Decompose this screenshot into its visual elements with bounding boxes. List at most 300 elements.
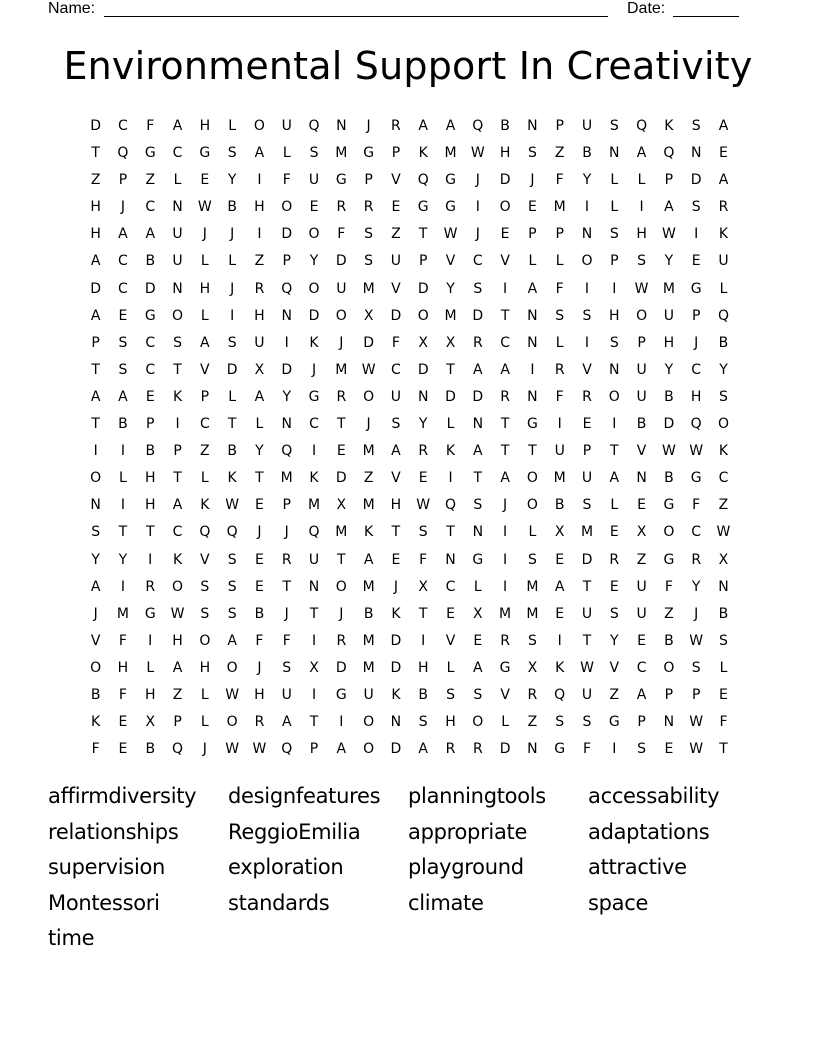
word-list-item: supervision xyxy=(48,855,166,879)
grid-letter: M xyxy=(580,524,594,541)
grid-letter: Y xyxy=(91,551,100,568)
grid-letter: R xyxy=(336,199,347,216)
grid-letter: K xyxy=(718,443,729,460)
grid-letter: U xyxy=(636,578,647,595)
grid-letter: P xyxy=(282,253,291,270)
grid-letter: X xyxy=(718,551,729,568)
grid-letter: U xyxy=(636,388,647,405)
word-list-item: climate xyxy=(408,890,484,915)
grid-letter: W xyxy=(170,605,185,622)
grid-letter: A xyxy=(145,226,156,243)
grid-letter: R xyxy=(254,280,265,297)
grid-letter: O xyxy=(472,714,484,731)
grid-letter: U xyxy=(718,253,729,270)
grid-letter: M xyxy=(280,470,293,487)
grid-letter: G xyxy=(690,280,702,297)
grid-letter: N xyxy=(718,578,729,595)
grid-letter: L xyxy=(555,334,564,351)
grid-letter: A xyxy=(363,551,374,568)
grid-letter: A xyxy=(391,443,401,460)
grid-letter: S xyxy=(719,632,728,649)
grid-letter: W xyxy=(361,361,376,378)
grid-letter: W xyxy=(225,686,240,703)
grid-letter: T xyxy=(719,741,728,758)
grid-letter: U xyxy=(336,280,347,297)
grid-letter: P xyxy=(173,443,182,460)
grid-letter: A xyxy=(90,578,101,595)
grid-letter: J xyxy=(202,226,207,243)
grid-letter: L xyxy=(255,416,264,433)
grid-letter: X xyxy=(418,578,428,595)
grid-letter: Z xyxy=(172,686,183,703)
grid-letter: P xyxy=(610,253,619,270)
grid-letter: J xyxy=(284,524,289,541)
grid-row xyxy=(82,194,737,221)
grid-letter: Q xyxy=(281,443,293,460)
grid-letter: Z xyxy=(554,145,565,162)
grid-letter: D xyxy=(581,551,593,568)
grid-letter: F xyxy=(555,388,564,405)
grid-letter: I xyxy=(503,578,508,595)
grid-letter: H xyxy=(254,686,265,703)
grid-letter: T xyxy=(446,361,455,378)
grid-letter: Q xyxy=(281,280,293,297)
grid-letter: O xyxy=(172,578,184,595)
grid-letter: E xyxy=(719,686,728,703)
grid-letter: F xyxy=(692,497,701,514)
grid-letter: V xyxy=(200,361,210,378)
grid-letter: A xyxy=(227,632,237,649)
grid-letter: G xyxy=(445,172,456,189)
grid-letter: R xyxy=(718,199,729,216)
grid-letter: T xyxy=(173,361,182,378)
grid-letter: L xyxy=(446,416,455,433)
grid-letter: S xyxy=(227,551,237,568)
grid-letter: R xyxy=(691,551,702,568)
grid-letter: S xyxy=(473,280,483,297)
grid-letter: Q xyxy=(663,145,675,162)
word-list-item: appropriate xyxy=(408,819,528,844)
word-list-item: time xyxy=(48,926,95,950)
grid-row xyxy=(82,411,737,438)
grid-letter: A xyxy=(90,388,101,405)
grid-letter: U xyxy=(581,118,593,134)
grid-letter: I xyxy=(503,524,508,541)
grid-letter: K xyxy=(309,470,319,487)
grid-letter: O xyxy=(90,659,102,676)
word-list-item: planningtools xyxy=(408,784,546,808)
grid-letter: N xyxy=(663,714,675,731)
grid-letter: C xyxy=(199,416,210,433)
grid-letter: P xyxy=(582,443,592,460)
grid-letter: E xyxy=(555,551,565,568)
grid-letter: D xyxy=(335,659,347,676)
grid-letter: O xyxy=(581,253,593,270)
grid-letter: I xyxy=(120,443,126,460)
grid-letter: K xyxy=(364,524,374,541)
grid-letter: G xyxy=(499,659,511,676)
grid-letter: W xyxy=(580,659,594,676)
grid-letter: X xyxy=(254,361,265,378)
grid-letter: I xyxy=(448,470,453,487)
grid-letter: C xyxy=(118,280,128,297)
grid-letter: J xyxy=(694,605,699,622)
grid-letter: E xyxy=(118,714,128,731)
grid-letter: N xyxy=(472,416,484,433)
grid-letter: S xyxy=(227,334,237,351)
grid-letter: P xyxy=(664,686,674,703)
grid-letter: G xyxy=(526,416,538,433)
grid-letter: R xyxy=(527,686,538,703)
grid-letter: G xyxy=(199,145,211,162)
grid-letter: E xyxy=(255,497,264,514)
grid-letter: J xyxy=(366,118,371,134)
grid-letter: K xyxy=(172,388,183,405)
grid-letter: E xyxy=(145,388,155,405)
grid-letter: G xyxy=(417,199,429,216)
grid-letter: O xyxy=(199,632,211,649)
grid-letter: D xyxy=(281,226,293,243)
grid-letter: V xyxy=(445,632,456,649)
grid-letter: H xyxy=(254,307,265,324)
grid-letter: S xyxy=(173,334,182,351)
grid-letter: C xyxy=(636,659,647,676)
grid-letter: E xyxy=(118,741,128,758)
grid-letter: A xyxy=(418,741,428,758)
grid-row xyxy=(82,357,737,384)
grid-letter: A xyxy=(473,361,483,378)
grid-letter: F xyxy=(282,172,291,189)
grid-letter: S xyxy=(691,199,701,216)
grid-letter: G xyxy=(144,605,156,622)
grid-letter: N xyxy=(636,470,647,487)
grid-row xyxy=(82,628,737,655)
grid-letter: F xyxy=(719,714,728,731)
grid-letter: L xyxy=(228,388,237,405)
grid-letter: I xyxy=(93,443,98,460)
grid-letter: P xyxy=(555,226,564,243)
grid-letter: T xyxy=(500,416,510,433)
grid-letter: Z xyxy=(636,551,647,568)
grid-letter: R xyxy=(582,388,592,405)
grid-letter: O xyxy=(335,307,347,324)
grid-letter: L xyxy=(200,714,209,731)
grid-letter: A xyxy=(281,714,292,731)
grid-letter: A xyxy=(90,253,101,270)
worksheet-header xyxy=(48,0,748,20)
grid-letter: N xyxy=(172,280,183,297)
word-list-item: exploration xyxy=(228,855,344,879)
grid-letter: C xyxy=(445,578,456,595)
grid-row xyxy=(82,492,737,519)
grid-letter: C xyxy=(145,334,156,351)
grid-row xyxy=(82,547,737,574)
grid-letter: Q xyxy=(226,524,238,541)
grid-letter: P xyxy=(637,334,646,351)
grid-letter: C xyxy=(691,361,702,378)
grid-letter: H xyxy=(144,686,156,703)
grid-letter: D xyxy=(90,280,102,297)
grid-letter: S xyxy=(418,714,428,731)
grid-letter: A xyxy=(473,659,483,676)
grid-letter: S xyxy=(691,118,701,134)
grid-letter: G xyxy=(690,470,702,487)
grid-letter: N xyxy=(527,118,538,134)
grid-letter: I xyxy=(257,172,262,189)
grid-letter: F xyxy=(118,686,127,703)
grid-letter: W xyxy=(716,524,731,541)
grid-letter: W xyxy=(689,741,704,758)
grid-letter: E xyxy=(691,253,701,270)
grid-letter: B xyxy=(145,253,156,270)
grid-letter: O xyxy=(636,307,648,324)
date-label: Date: xyxy=(627,0,666,17)
grid-letter: W xyxy=(689,443,704,460)
word-list-item: ReggioEmilia xyxy=(228,819,361,844)
grid-letter: H xyxy=(636,226,647,243)
grid-letter: H xyxy=(663,334,675,351)
grid-letter: R xyxy=(445,741,456,758)
grid-letter: X xyxy=(445,334,456,351)
grid-letter: D xyxy=(472,307,484,324)
grid-letter: I xyxy=(257,226,262,243)
grid-letter: T xyxy=(91,361,100,378)
grid-letter: Y xyxy=(691,578,701,595)
grid-letter: D xyxy=(445,388,456,405)
grid-letter: K xyxy=(445,443,456,460)
grid-letter: Z xyxy=(200,443,210,460)
grid-letter: L xyxy=(200,307,209,324)
grid-letter: N xyxy=(281,416,292,433)
grid-letter: E xyxy=(719,145,728,162)
grid-letter: U xyxy=(308,551,320,568)
grid-letter: G xyxy=(335,172,347,189)
grid-letter: J xyxy=(202,741,207,758)
grid-letter: P xyxy=(173,714,182,731)
grid-letter: U xyxy=(663,307,674,324)
grid-letter: K xyxy=(391,605,401,622)
word-list-item: accessability xyxy=(588,784,720,808)
grid-letter: F xyxy=(282,632,291,649)
grid-letter: C xyxy=(145,361,156,378)
grid-letter: U xyxy=(172,253,183,270)
grid-letter: L xyxy=(228,253,237,270)
grid-letter: A xyxy=(118,226,128,243)
grid-letter: O xyxy=(499,199,511,216)
grid-letter: I xyxy=(639,199,644,216)
grid-letter: B xyxy=(254,605,265,622)
grid-letter: O xyxy=(417,307,429,324)
grid-letter: R xyxy=(363,199,374,216)
grid-letter: J xyxy=(366,416,371,433)
grid-letter: O xyxy=(335,578,347,595)
grid-letter: C xyxy=(391,361,401,378)
grid-letter: C xyxy=(718,470,729,487)
grid-letter: J xyxy=(93,605,98,622)
grid-letter: L xyxy=(610,199,619,216)
grid-letter: L xyxy=(200,686,209,703)
grid-letter: S xyxy=(309,145,319,162)
grid-letter: P xyxy=(637,714,646,731)
grid-letter: S xyxy=(418,524,428,541)
grid-letter: B xyxy=(118,416,128,433)
grid-letter: S xyxy=(282,659,292,676)
grid-letter: R xyxy=(145,578,156,595)
grid-letter: I xyxy=(311,443,317,460)
grid-letter: A xyxy=(500,361,510,378)
grid-row xyxy=(82,709,737,736)
grid-letter: Z xyxy=(664,605,674,622)
grid-letter: H xyxy=(117,659,129,676)
grid-letter: H xyxy=(254,199,265,216)
grid-letter: Z xyxy=(363,470,374,487)
grid-letter: L xyxy=(528,253,537,270)
grid-letter: J xyxy=(475,226,480,243)
grid-letter: I xyxy=(584,199,590,216)
grid-letter: N xyxy=(527,307,538,324)
grid-letter: U xyxy=(281,686,292,703)
grid-letter: S xyxy=(637,253,647,270)
grid-letter: S xyxy=(609,334,619,351)
grid-letter: L xyxy=(282,145,291,162)
grid-letter: Y xyxy=(664,253,674,270)
grid-letter: T xyxy=(255,470,264,487)
grid-letter: T xyxy=(337,551,346,568)
grid-letter: O xyxy=(253,118,265,134)
grid-letter: C xyxy=(172,524,183,541)
grid-letter: J xyxy=(475,172,480,189)
grid-row xyxy=(82,248,737,275)
grid-letter: P xyxy=(391,145,401,162)
grid-letter: M xyxy=(362,280,375,297)
grid-letter: E xyxy=(637,497,647,514)
grid-letter: B xyxy=(664,388,674,405)
grid-letter: D xyxy=(281,361,293,378)
grid-letter: Y xyxy=(582,172,592,189)
grid-row xyxy=(82,113,737,140)
grid-letter: B xyxy=(145,443,156,460)
grid-letter: S xyxy=(364,253,374,270)
grid-letter: Z xyxy=(609,686,620,703)
grid-letter: G xyxy=(663,497,675,514)
grid-letter: Y xyxy=(227,172,237,189)
grid-letter: K xyxy=(555,659,565,676)
grid-letter: K xyxy=(172,551,183,568)
grid-letter: X xyxy=(418,334,428,351)
word-list-item: Montessori xyxy=(48,890,160,915)
word-list-item: attractive xyxy=(588,855,687,879)
grid-letter: D xyxy=(363,334,374,351)
word-list xyxy=(48,780,788,958)
grid-letter: V xyxy=(500,253,510,270)
grid-letter: S xyxy=(527,551,537,568)
grid-letter: E xyxy=(418,470,428,487)
grid-letter: M xyxy=(553,470,566,487)
grid-letter: T xyxy=(473,470,483,487)
grid-letter: Q xyxy=(117,145,129,162)
grid-letter: I xyxy=(148,632,153,649)
grid-letter: H xyxy=(199,659,211,676)
grid-letter: H xyxy=(144,470,156,487)
grid-letter: E xyxy=(664,741,674,758)
grid-letter: P xyxy=(146,416,155,433)
grid-letter: Y xyxy=(719,361,728,378)
grid-row xyxy=(82,330,737,357)
grid-letter: X xyxy=(363,307,374,324)
grid-letter: A xyxy=(200,334,210,351)
grid-letter: N xyxy=(527,741,538,758)
grid-row xyxy=(82,682,737,709)
grid-letter: O xyxy=(226,714,238,731)
grid-letter: P xyxy=(309,741,319,758)
grid-letter: O xyxy=(663,524,675,541)
grid-letter: S xyxy=(527,632,537,649)
grid-letter: X xyxy=(145,714,156,731)
grid-letter: T xyxy=(418,605,428,622)
grid-letter: A xyxy=(664,199,674,216)
grid-letter: Q xyxy=(472,118,484,134)
grid-letter: M xyxy=(362,632,375,649)
grid-letter: B xyxy=(500,118,510,134)
grid-letter: Q xyxy=(172,741,184,758)
grid-letter: F xyxy=(664,578,673,595)
grid-letter: I xyxy=(230,307,235,324)
grid-letter: E xyxy=(473,632,483,649)
grid-letter: R xyxy=(472,334,483,351)
grid-letter: S xyxy=(446,686,455,703)
grid-letter: C xyxy=(145,199,156,216)
grid-letter: E xyxy=(582,416,592,433)
grid-letter: T xyxy=(528,443,537,460)
grid-letter: N xyxy=(581,226,593,243)
grid-letter: W xyxy=(252,741,267,758)
word-list-item: designfeatures xyxy=(228,784,381,808)
grid-letter: U xyxy=(581,470,593,487)
grid-letter: K xyxy=(227,470,237,487)
grid-letter: W xyxy=(416,497,431,514)
grid-letter: G xyxy=(363,145,375,162)
grid-letter: X xyxy=(473,605,483,622)
grid-letter: I xyxy=(475,199,480,216)
grid-letter: R xyxy=(281,551,292,568)
grid-letter: N xyxy=(390,714,402,731)
grid-letter: Z xyxy=(527,714,538,731)
grid-letter: A xyxy=(718,172,729,189)
grid-letter: U xyxy=(636,605,647,622)
grid-letter: N xyxy=(609,145,620,162)
grid-letter: E xyxy=(555,605,565,622)
grid-letter: P xyxy=(282,497,291,514)
grid-letter: Z xyxy=(145,172,156,189)
grid-letter: R xyxy=(500,632,510,649)
grid-letter: H xyxy=(199,118,211,134)
grid-letter: G xyxy=(445,199,456,216)
grid-letter: M xyxy=(662,280,675,297)
grid-letter: M xyxy=(335,524,348,541)
grid-letter: L xyxy=(719,659,728,676)
grid-letter: J xyxy=(257,659,262,676)
grid-letter: S xyxy=(609,118,619,134)
grid-letter: J xyxy=(339,605,344,622)
grid-letter: O xyxy=(608,388,620,405)
grid-letter: B xyxy=(145,741,156,758)
grid-letter: I xyxy=(530,361,535,378)
grid-letter: P xyxy=(118,172,128,189)
grid-letter: D xyxy=(417,280,429,297)
grid-letter: W xyxy=(661,443,676,460)
grid-letter: T xyxy=(91,416,100,433)
grid-letter: F xyxy=(337,226,346,243)
